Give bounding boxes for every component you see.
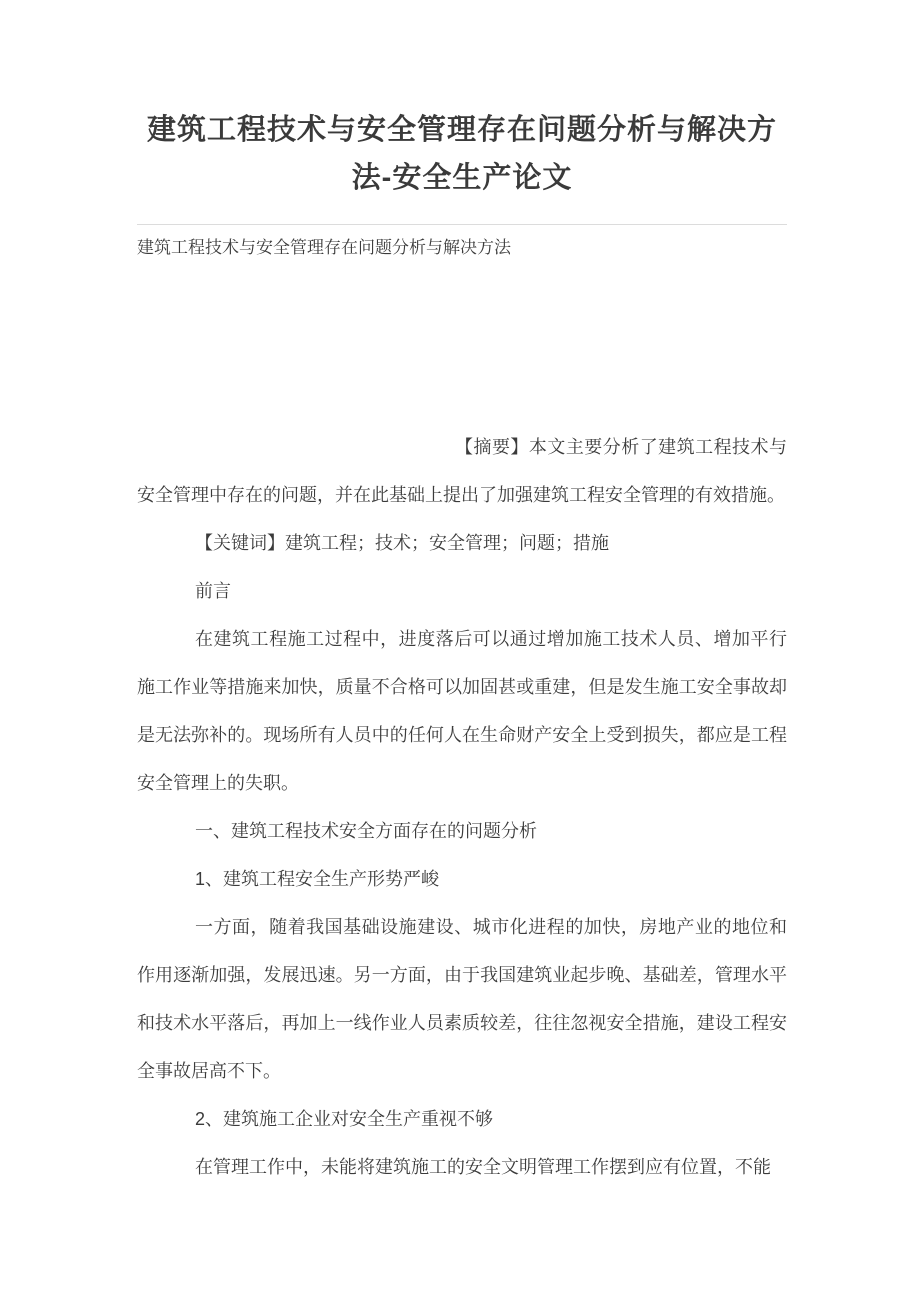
paragraph-subsection-1: 一方面，随着我国基础设施建设、城市化进程的加快，房地产业的地位和作用逐渐加强，发展迅速。另一方面，由于我国建筑业起步晚、基础差，管理水平和技术水平落后，再加上一线作业人员素质较差，往往忽视安全措施，建设工程安全事故居高不下。 xyxy=(137,917,787,1081)
document-subtitle: 建筑工程技术与安全管理存在问题分析与解决方法 xyxy=(137,238,511,257)
preface-heading: 前言 xyxy=(195,581,231,601)
blank-space xyxy=(137,271,787,423)
paragraph-subsection-2: 在管理工作中，未能将建筑施工的安全文明管理工作摆到应有位置，不能 xyxy=(195,1157,771,1177)
document-title: 建筑工程技术与安全管理存在问题分析与解决方法-安全生产论文 xyxy=(146,114,777,194)
subsection-heading-1: 1、建筑工程安全生产形势严峻 xyxy=(195,869,440,889)
section-heading-1: 一、建筑工程技术安全方面存在的问题分析 xyxy=(195,821,537,841)
subsection-heading-2: 2、建筑施工企业对安全生产重视不够 xyxy=(195,1109,494,1129)
preface-paragraph: 在建筑工程施工过程中，进度落后可以通过增加施工技术人员、增加平行施工作业等措施来加快，质量不合格可以加固甚或重建，但是发生施工安全事故却是无法弥补的。现场所有人员中的任何人在生命财产安全上受到损失，都应是工程安全管理上的失职。 xyxy=(137,629,787,793)
abstract-paragraph: 【摘要】本文主要分析了建筑工程技术与安全管理中存在的问题，并在此基础上提出了加强建筑工程安全管理的有效措施。 xyxy=(137,437,787,505)
keywords-line: 【关键词】建筑工程；技术；安全管理；问题；措施 xyxy=(195,533,609,553)
